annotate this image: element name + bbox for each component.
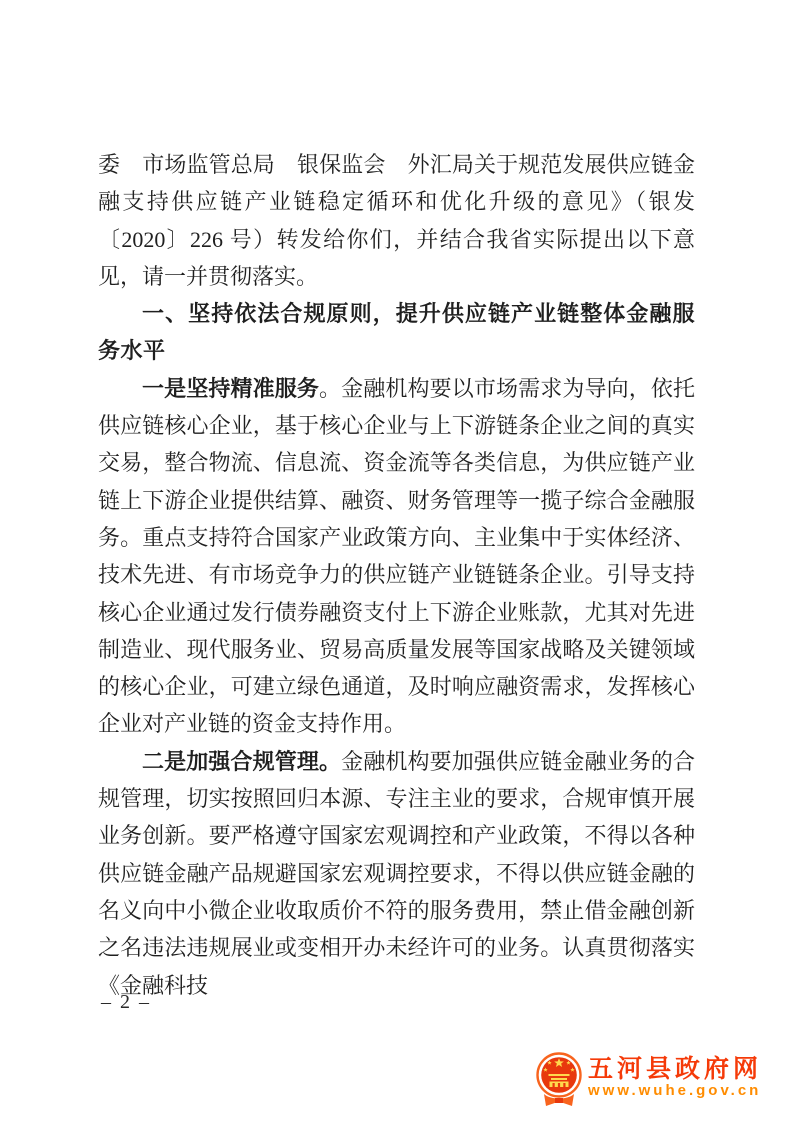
national-emblem-icon (536, 1048, 582, 1110)
paragraph-lead-bold: 二是加强合规管理。 (142, 748, 342, 774)
paragraph-item-two (98, 743, 695, 1004)
site-name: 五河县政府网 (588, 1055, 763, 1083)
site-url: www.wuhe.gov.cn (588, 1082, 762, 1099)
page-number: – 2 – (101, 991, 151, 1013)
paragraph-body-text: 。金融机构要以市场需求为导向，依托供应链核心企业，基于核心企业与上下游链条企业之间的真实交易，整合物流、信息流、资金流等各类信息，为供应链产业链上下游企业提供结算、融资、财务管理等一揽子综合金融服务。重点支持符合国家产业政策方向、主业集中于实体经济、技术先进、有市场竞争力的供应链产业链链条企业。引导支持核心企业通过发行债券融资支付上下游企业账款，尤其对先进制造业、现代服务业、贸易高质量发展等国家战略及关键领域的核心企业，可建立绿色通道，及时响应融资需求，发挥核心企业对产业链的资金支持作用。 (98, 375, 695, 737)
paragraph-lead-bold: 一是坚持精准服务 (142, 375, 319, 401)
paragraph-item-one (98, 370, 695, 743)
section-heading: 一、坚持依法合规原则，提升供应链产业链整体金融服务水平 (98, 301, 695, 364)
document-body (98, 146, 695, 1004)
site-badge-text (588, 1048, 762, 1099)
site-watermark-badge (536, 1048, 762, 1110)
paragraph-continuation: 委 市场监管总局 银保监会 外汇局关于规范发展供应链金融支持供应链产业链稳定循环和优化升级的意见》（银发〔2020〕226 号）转发给你们，并结合我省实际提出以下意见，请一并贯彻落实。 (98, 152, 695, 289)
paragraph-body-text: 金融机构要加强供应链金融业务的合规管理，切实按照回归本源、专注主业的要求，合规审慎开展业务创新。要严格遵守国家宏观调控和产业政策，不得以各种供应链金融产品规避国家宏观调控要求，不得以供应链金融的名义向中小微企业收取质价不符的服务费用，禁止借金融创新之名违法违规展业或变相开办未经许可的业务。认真贯彻落实《金融科技 (98, 748, 695, 998)
